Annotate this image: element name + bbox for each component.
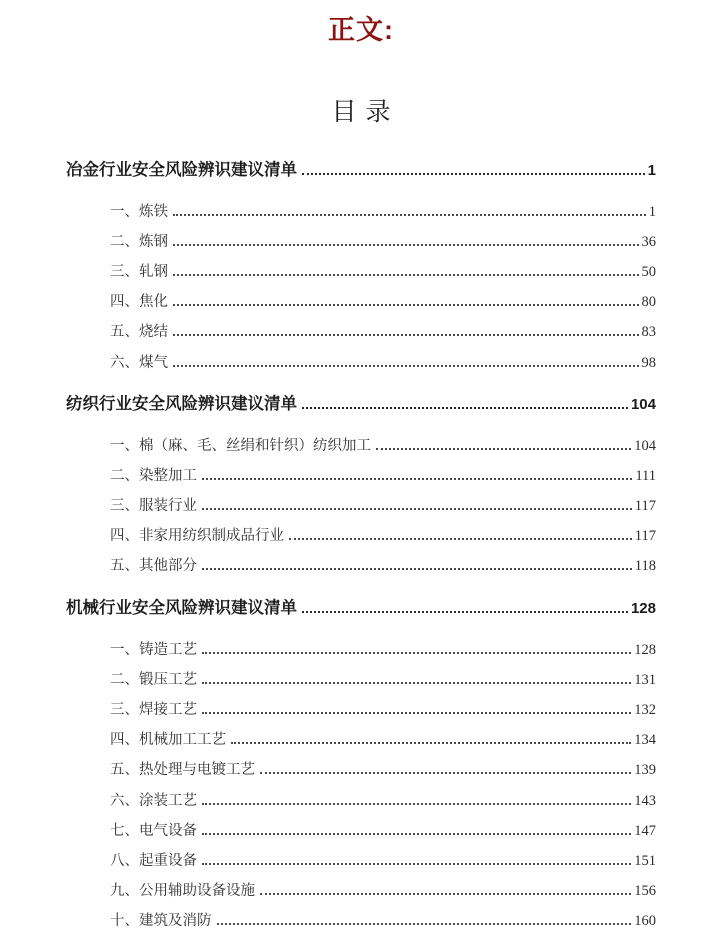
dot-leader (202, 478, 632, 480)
dot-leader (260, 893, 631, 895)
toc-entry-page-number: 139 (634, 762, 656, 779)
dot-leader (202, 863, 631, 865)
toc-entry (66, 784, 656, 814)
toc-section-page-number: 128 (630, 600, 656, 618)
toc-entry-page-number: 98 (641, 354, 656, 371)
toc-entry-page-number: 111 (635, 467, 656, 484)
toc-entry-title: 四、非家用纺织制成品行业 (110, 528, 284, 545)
dot-leader (173, 365, 639, 367)
toc-entry (66, 550, 656, 580)
toc-entry-page-number: 83 (641, 324, 656, 341)
document-body-heading: 正文: (328, 15, 394, 45)
toc-title: 目录 (331, 99, 400, 126)
toc-section-title: 纺织行业安全风险辨识建议清单 (66, 395, 297, 414)
toc-entry-page-number: 118 (634, 558, 656, 575)
dot-leader (202, 508, 632, 510)
dot-leader (202, 652, 631, 654)
dot-leader (202, 803, 631, 805)
dot-leader (231, 742, 631, 744)
toc-entry (66, 633, 656, 663)
toc-entry-title: 十、建筑及消防 (110, 913, 212, 930)
toc-entry-page-number: 50 (641, 263, 656, 280)
toc-section-heading (66, 390, 656, 414)
toc-entry-page-number: 143 (634, 792, 656, 809)
toc-entry-page-number: 156 (634, 883, 656, 900)
toc-entry-page-number: 117 (634, 528, 656, 545)
toc-entry-title: 四、焦化 (110, 294, 168, 311)
toc-entry (66, 905, 656, 935)
toc-entry-title: 六、煤气 (110, 354, 168, 371)
toc-entry-title: 八、起重设备 (110, 852, 197, 869)
dot-leader (202, 712, 631, 714)
toc-entry-page-number: 80 (641, 294, 656, 311)
toc-section-heading (66, 156, 656, 180)
toc-entry-title: 六、涂装工艺 (110, 792, 197, 809)
toc-entry-page-number: 160 (634, 913, 656, 930)
toc-entry (66, 346, 656, 376)
toc-entry-title: 三、焊接工艺 (110, 702, 197, 719)
toc-entry (66, 520, 656, 550)
toc-entry-title: 二、锻压工艺 (110, 671, 197, 688)
dot-leader (302, 173, 645, 175)
toc-entry-title: 一、棉（麻、毛、丝绢和针织）纺织加工 (110, 437, 371, 454)
toc-entry-page-number: 134 (634, 732, 656, 749)
toc-entry-page-number: 1 (648, 203, 656, 220)
toc-entry-page-number: 104 (634, 437, 656, 454)
toc-entry-title: 三、轧钢 (110, 263, 168, 280)
toc-entry (66, 875, 656, 905)
dot-leader (302, 407, 628, 409)
toc-entry-title: 五、热处理与电镀工艺 (110, 762, 255, 779)
toc-entry-title: 一、铸造工艺 (110, 641, 197, 658)
dot-leader (260, 772, 631, 774)
dot-leader (173, 274, 639, 276)
toc-section-page-number: 104 (630, 396, 656, 414)
toc-section-heading (66, 594, 656, 618)
toc-entry-title: 四、机械加工工艺 (110, 732, 226, 749)
dot-leader (302, 611, 628, 613)
toc-entry-page-number: 117 (634, 498, 656, 515)
toc-entry (66, 255, 656, 285)
toc-section-page-number: 1 (647, 162, 656, 179)
toc-entry (66, 663, 656, 693)
toc-entry (66, 490, 656, 520)
dot-leader (376, 448, 631, 450)
toc-entry-title: 一、炼铁 (110, 203, 168, 220)
dot-leader (202, 568, 632, 570)
toc-entry (66, 844, 656, 874)
toc-entry (66, 316, 656, 346)
toc-entry (66, 429, 656, 459)
toc-entry-page-number: 151 (634, 852, 656, 869)
toc-entry-title: 九、公用辅助设备设施 (110, 883, 255, 900)
toc-entry-title: 五、其他部分 (110, 558, 197, 575)
dot-leader (173, 304, 639, 306)
toc-entry-page-number: 128 (634, 641, 656, 658)
toc-entry-title: 二、染整加工 (110, 467, 197, 484)
toc-entry-page-number: 131 (634, 671, 656, 688)
toc-entry (66, 814, 656, 844)
dot-leader (173, 244, 639, 246)
toc-entry (66, 693, 656, 723)
dot-leader (173, 214, 646, 216)
toc-section-title: 机械行业安全风险辨识建议清单 (66, 599, 297, 618)
toc-list (66, 156, 656, 935)
toc-entry (66, 459, 656, 489)
toc-entry (66, 225, 656, 255)
dot-leader (173, 334, 639, 336)
toc-entry (66, 724, 656, 754)
dot-leader (202, 682, 631, 684)
toc-entry-title: 七、电气设备 (110, 822, 197, 839)
toc-entry-page-number: 147 (634, 822, 656, 839)
toc-entry (66, 195, 656, 225)
dot-leader (289, 538, 632, 540)
toc-entry (66, 754, 656, 784)
toc-entry-title: 二、炼钢 (110, 233, 168, 250)
dot-leader (217, 923, 632, 925)
toc-entry (66, 286, 656, 316)
toc-entry-page-number: 132 (634, 702, 656, 719)
toc-entry-page-number: 36 (641, 233, 656, 250)
toc-entry-title: 三、服装行业 (110, 498, 197, 515)
toc-section-title: 冶金行业安全风险辨识建议清单 (66, 161, 297, 179)
dot-leader (202, 833, 631, 835)
toc-entry-title: 五、烧结 (110, 324, 168, 341)
